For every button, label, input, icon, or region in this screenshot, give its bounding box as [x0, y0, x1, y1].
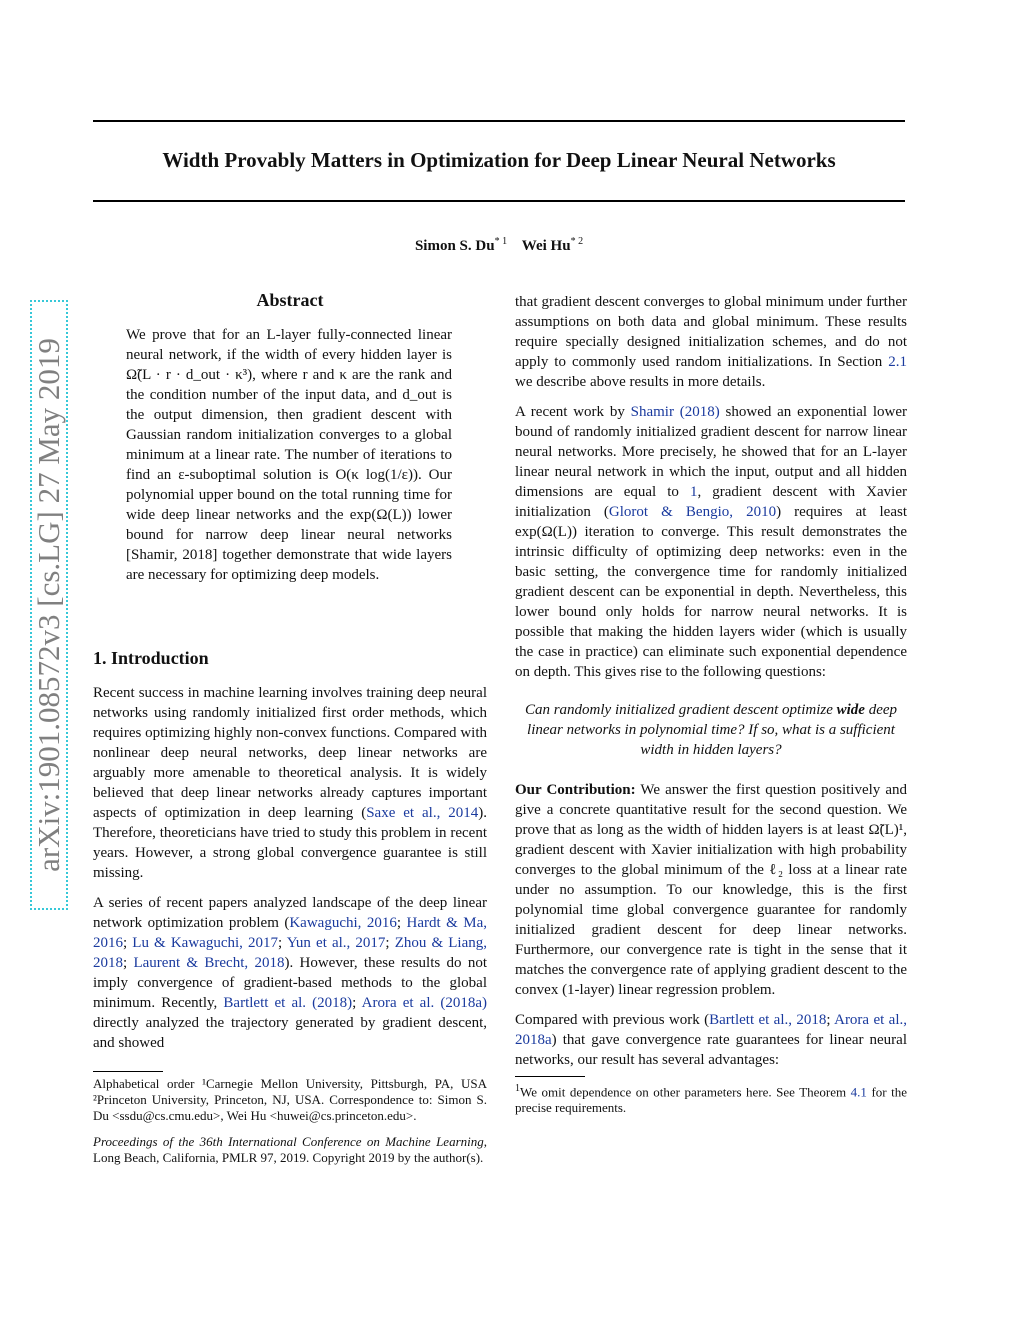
footnote-rule	[515, 1076, 585, 1077]
paragraph: A series of recent papers analyzed landscape of the deep linear network optimization problem (Kawaguchi, 2016; Hardt & Ma, 2016; Lu & Kawaguchi, 2017; Yun et al., 2017; Zhou & Liang, 2018; Laurent & Brecht, 2018). However, these results do not imply convergence of gradient-based methods to the global minimum. Recently, Bartlett et al. (2018); Arora et al. (2018a) directly analyzed the trajectory generated by gradient descent, and showed	[93, 895, 488, 1051]
author-name: Simon S. Du	[414, 238, 495, 254]
section-ref-link[interactable]: 2.1	[888, 354, 907, 370]
citation-link[interactable]: Bartlett et al. (2018)	[223, 995, 353, 1011]
author-mark: * 1	[494, 236, 508, 247]
author-mark: * 2	[570, 236, 584, 247]
footnote-proceedings: Proceedings of the 36th International Conference on Machine Learning, Long Beach, California, PMLR 97, 2019. Copyright 2019 by the author(s).	[93, 1134, 487, 1165]
paragraph: Compared with previous work (Bartlett et al., 2018; Arora et al., 2018a) that gave convergence rate guarantees for linear neural networks, our result has several advantages:	[515, 1012, 907, 1068]
citation-link[interactable]: Arora et al., 2018a	[515, 1012, 907, 1048]
paragraph: A recent work by Shamir (2018) showed an exponential lower bound of randomly initialized gradient descent for narrow linear neural networks. More precisely, he showed that for an L-layer linear neural network in which the input, output and all hidden dimensions are equal to 1, gradient descent with Xavier initialization (Glorot & Bengio, 2010) requires at least exp(Ω(L)) iteration to converge. This result demonstrates the intrinsic difficulty of optimizing deep networks: even in the basic setting, the convergence time for randomly initialized gradient descent can be exponential in depth. Nevertheless, this lower bound only holds for narrow neural networks. It is possible that making the hidden layers wider (which is usually the case in practice) can eliminate such exponential dependence on depth. This gives rise to the following questions:	[515, 404, 907, 680]
section-heading: 1. Introduction	[93, 648, 209, 668]
citation-link[interactable]: Glorot & Bengio, 2010	[608, 504, 777, 520]
top-rule	[93, 120, 905, 122]
paper-title: Width Provably Matters in Optimization for Deep Linear Neural Networks	[162, 148, 836, 172]
contribution-heading: Our Contribution:	[515, 782, 636, 798]
citation-link[interactable]: Yun et al., 2017	[286, 935, 386, 951]
right-column	[515, 292, 907, 1126]
citation-link[interactable]: Saxe et al., 2014	[366, 805, 479, 821]
title-bottom-rule	[93, 200, 905, 202]
citation-link[interactable]: Lu & Kawaguchi, 2017	[132, 935, 279, 951]
research-question: Can randomly initialized gradient descent optimize wide deep linear networks in polynomial time? If so, what is a sufficient width in hidden layers?	[524, 702, 898, 758]
citation-link[interactable]: Kawaguchi, 2016	[289, 915, 397, 931]
citation-link[interactable]: Bartlett et al., 2018	[709, 1012, 827, 1028]
author-name: Wei Hu	[521, 238, 571, 254]
citation-link[interactable]: Laurent & Brecht, 2018	[133, 955, 285, 971]
abstract-text: We prove that for an L-layer fully-connected linear neural network, if the width of every hidden layer is Ω̃(L · r · d_out · κ³), where r and κ are the rank and the condition number of the input data, and d_out is the output dimension, then gradient descent with Gaussian random initialization converges to a global minimum at a linear rate. The number of iterations to find an ε-suboptimal solution is O(κ log(1/ε)). Our polynomial upper bound on the total running time for wide deep linear networks and the exp(Ω(L)) lower bound for narrow deep linear neural networks [Shamir, 2018] together demonstrate that wide layers are necessary for optimizing deep models.	[126, 327, 452, 583]
footnote-affiliations: Alphabetical order ¹Carnegie Mellon University, Pittsburgh, PA, USA ²Princeton University, Princeton, NJ, USA. Correspondence to: Simon S. Du <ssdu@cs.cmu.edu>, Wei Hu <huwei@cs.princeton.edu>.	[93, 1076, 487, 1123]
arxiv-stamp-text: arXiv:1901.08572v3 [cs.LG] 27 May 2019	[31, 338, 66, 872]
footnote-rule	[93, 1071, 163, 1072]
arxiv-stamp	[8, 300, 68, 910]
theorem-ref-link[interactable]: 4.1	[850, 1084, 867, 1100]
citation-link[interactable]: Arora et al. (2018a)	[361, 995, 488, 1011]
equation-ref-link[interactable]: 1	[689, 484, 698, 500]
citation-link[interactable]: Shamir (2018)	[630, 404, 720, 420]
footnote-1: $^1$We omit dependence on other parameters here. See Theorem 4.1 for the precise requirements.	[515, 1083, 907, 1116]
citation-link[interactable]: Zhou & Liang, 2018	[93, 935, 487, 971]
left-column	[93, 683, 487, 1176]
paragraph: that gradient descent converges to global minimum under further assumptions on both data and global minimum. These results require specially designed initialization schemes, and do not apply to commonly used random initializations. In Section 2.1 we describe above results in more details.	[515, 294, 907, 390]
author-line	[93, 236, 905, 255]
paragraph: Our Contribution: We answer the first question positively and give a concrete quantitative result for the second question. We prove that as long as the width of hidden layers is at least Ω̃(L)¹, gradient descent with Xavier initialization with high probability converges to the global minimum of the ℓ₂ loss at a linear rate under no assumption. To our knowledge, this is the first polynomial time global convergence guarantee for randomly initialized gradient descent for deep linear networks. Furthermore, our convergence rate is tight in the sense that it matches the convergence rate of applying gradient descent to the convex (1-layer) linear regression problem.	[515, 782, 908, 998]
citation-link[interactable]: Hardt & Ma, 2016	[93, 915, 487, 951]
abstract-heading: Abstract	[256, 290, 324, 310]
paragraph: Recent success in machine learning involves training deep neural networks using randomly initialized first order methods, which requires optimizing highly non-convex functions. Compared with nonlinear deep neural networks, deep linear networks are arguably more amenable to theoretical analysis. It is widely believed that deep linear networks already captures important aspects of optimization in deep learning (Saxe et al., 2014). Therefore, theoreticians have tried to study this problem in recent years. However, a strong global convergence guarantee is still missing.	[93, 685, 487, 881]
